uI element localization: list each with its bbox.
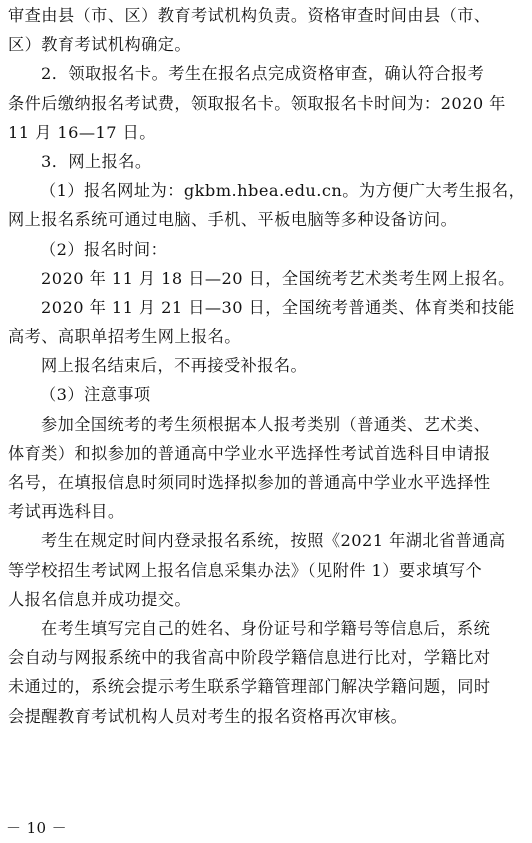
text-line: （3）注意事项: [40, 385, 151, 405]
text-line: 11 月 16—17 日。: [8, 122, 156, 142]
text-line: 3．网上报名。: [41, 151, 152, 171]
text-line: 名号，在填报信息时须同时选择拟参加的普通高中学业水平选择性: [8, 473, 491, 492]
text-line: 在考生填写完自己的姓名、身份证号和学籍号等信息后，系统: [41, 618, 491, 638]
text-line: 2020 年 11 月 18 日—20 日，全国统考艺术类考生网上报名。: [41, 268, 515, 288]
text-line: （2）报名时间：: [40, 239, 168, 259]
document-body: [8, 1, 526, 731]
text-line: 2．领取报名卡。考生在报名点完成资格审查，确认符合报考: [41, 64, 485, 84]
text-line: 审查由县（市、区）教育考试机构负责。资格审查时间由县（市、: [8, 6, 491, 25]
text-line: 高考、高职单招考生网上报名。: [8, 327, 241, 347]
text-line: 条件后缴纳报名考试费，领取报名卡。领取报名卡时间为：2020 年: [8, 93, 506, 113]
text-line: 未通过的，系统会提示考生联系学籍管理部门解决学籍问题，同时: [8, 677, 491, 697]
text-line: 2020 年 11 月 21 日—30 日，全国统考普通类、体育类和技能: [41, 297, 515, 317]
text-line: 参加全国统考的考生须根据本人报考类别（普通类、艺术类、: [41, 414, 491, 434]
text-line: 会提醒教育考试机构人员对考生的报名资格再次审核。: [8, 706, 408, 726]
text-line: 考生在规定时间内登录报名系统，按照《2021 年湖北省普通高: [41, 531, 506, 551]
text-line: （1）报名网址为：gkbm.hbea.edu.cn。为方便广大考生报名，: [40, 181, 526, 201]
text-line: 考试再选科目。: [8, 502, 125, 522]
text-line: 区）教育考试机构确定。: [8, 35, 192, 55]
text-line: 等学校招生考试网上报名信息采集办法》（见附件 1）要求填写个: [8, 560, 483, 580]
page-number: － 10 －: [6, 819, 68, 837]
text-line: 网上报名结束后，不再接受补报名。: [41, 356, 308, 376]
text-line: 人报名信息并成功提交。: [8, 589, 192, 609]
text-line: 体育类）和拟参加的普通高中学业水平选择性考试首选科目申请报: [8, 443, 491, 463]
text-line: 会自动与网报系统中的我省高中阶段学籍信息进行比对，学籍比对: [8, 648, 491, 668]
text-line: 网上报名系统可通过电脑、手机、平板电脑等多种设备访问。: [8, 210, 458, 230]
